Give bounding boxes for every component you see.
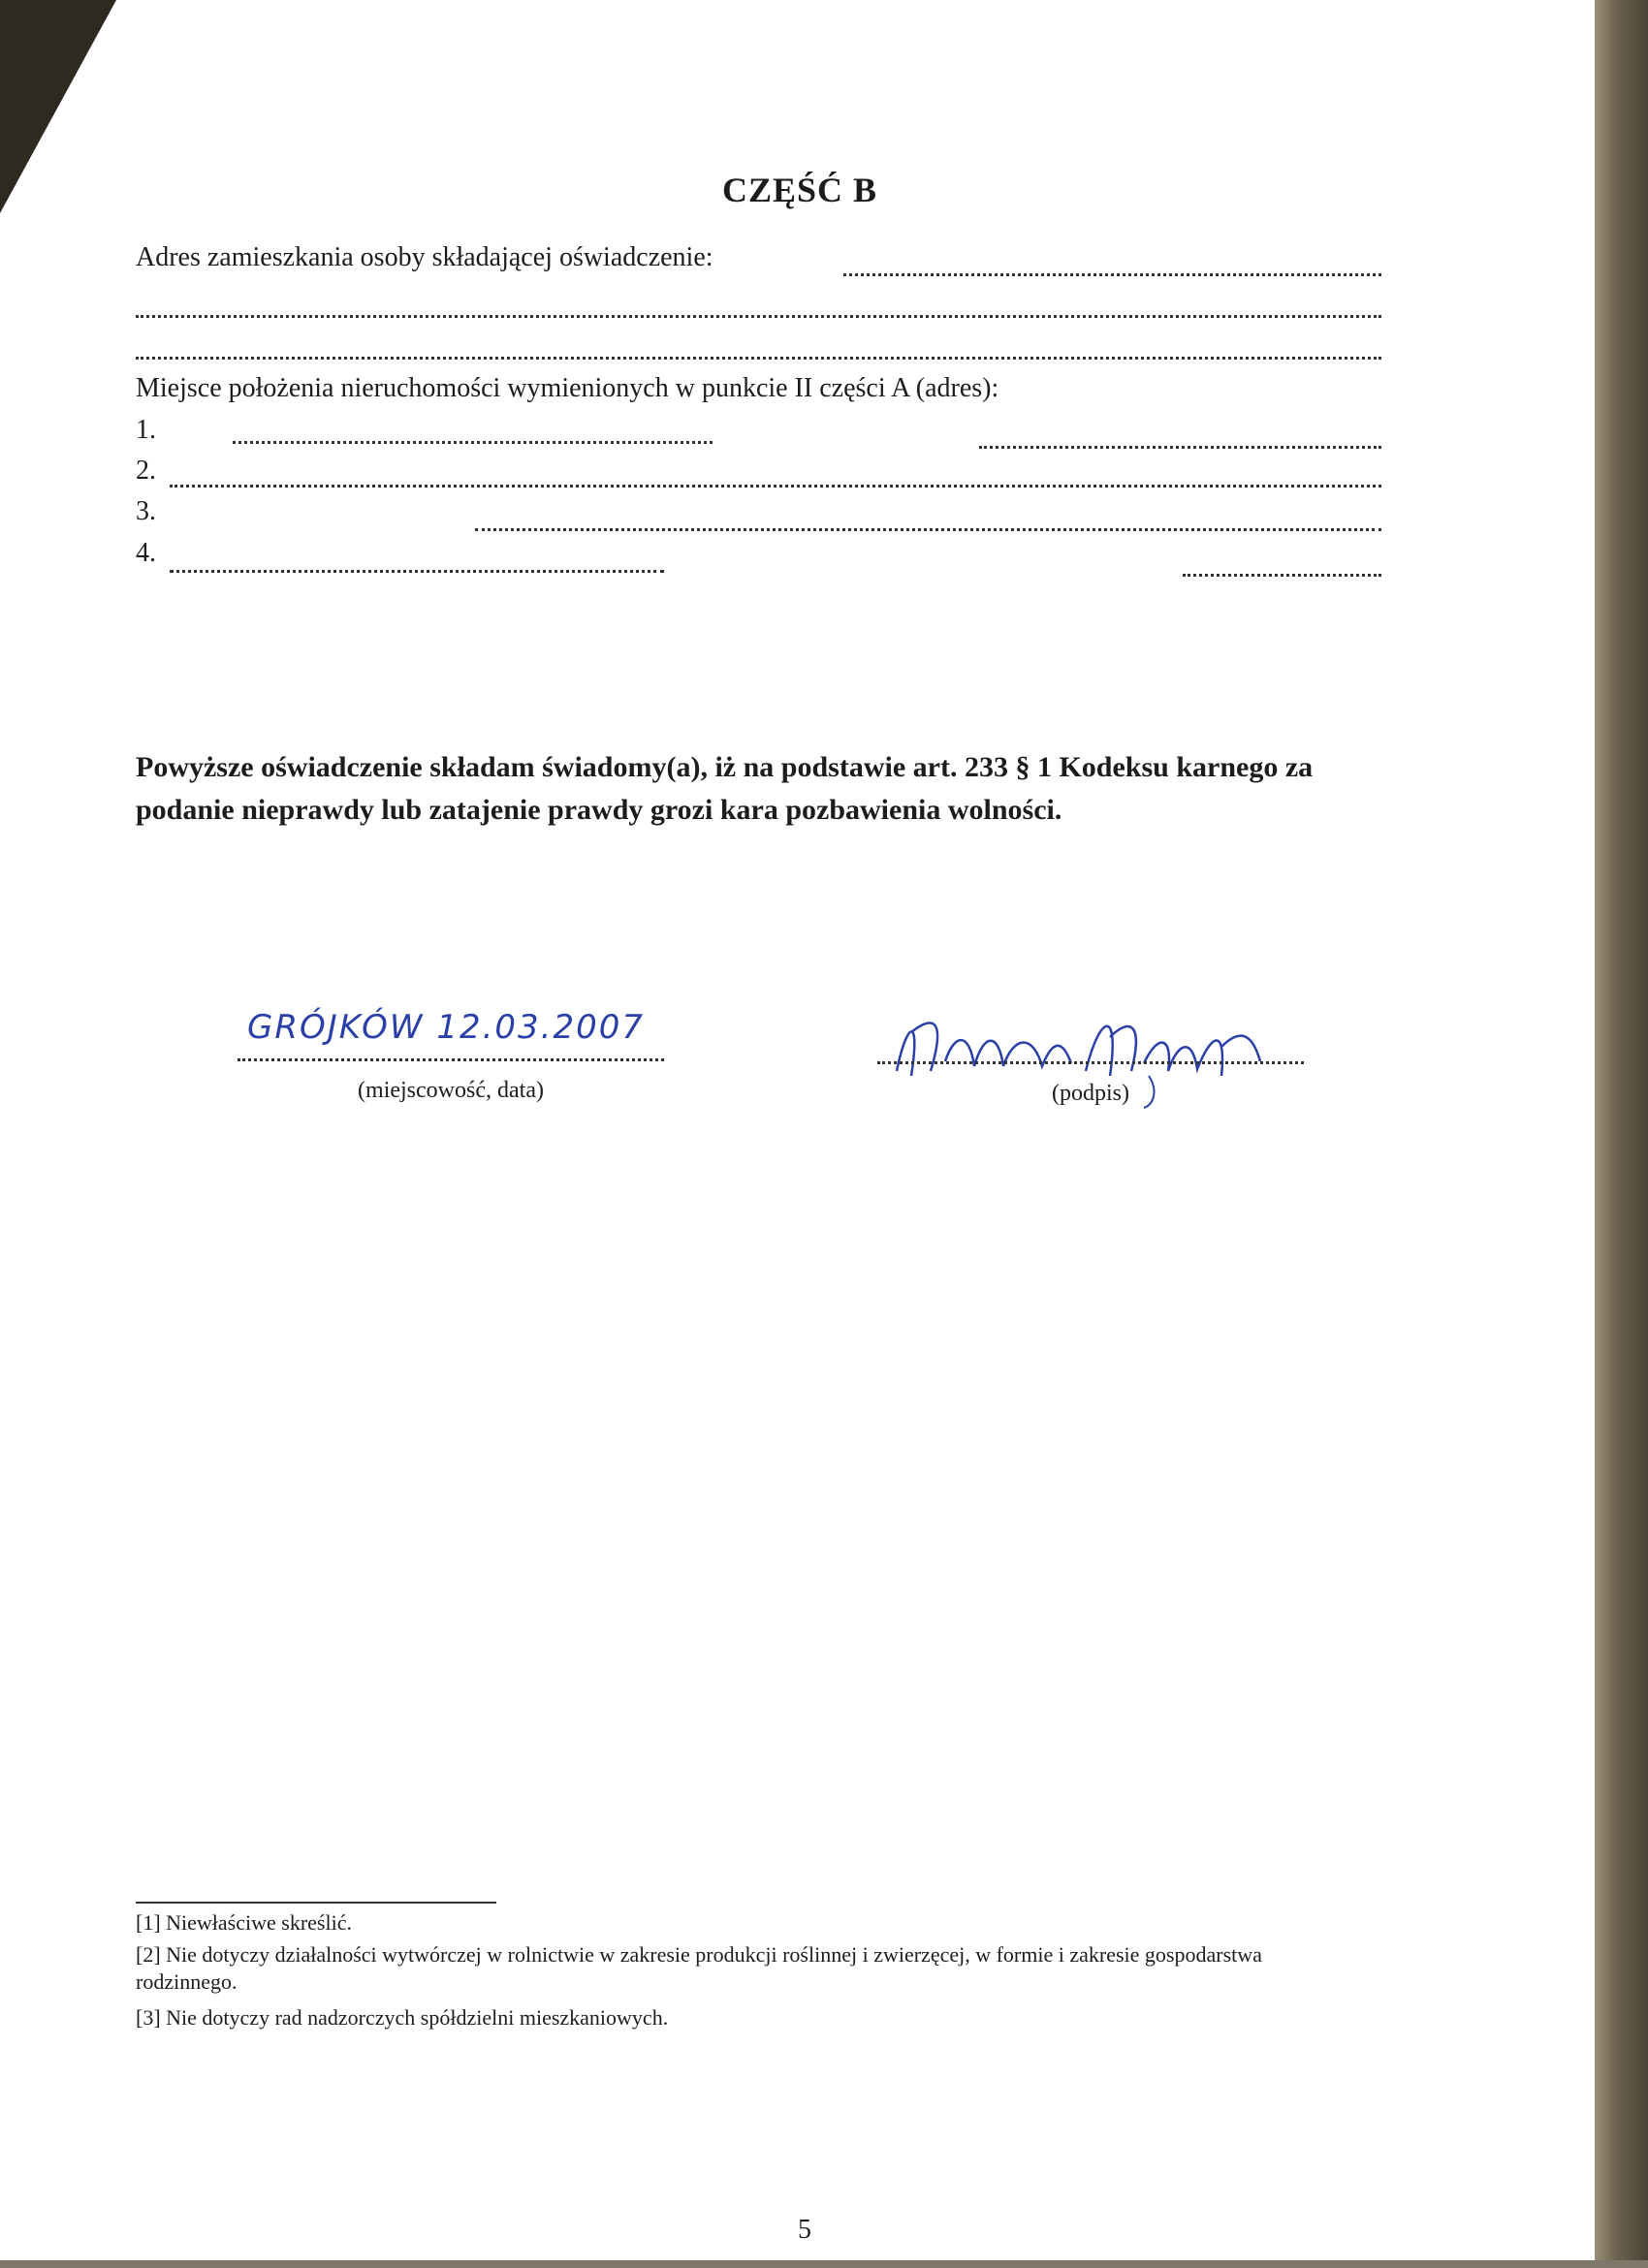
scan-edge bbox=[1595, 0, 1648, 2268]
footnote-1-text: Niewłaściwe skreślić. bbox=[166, 1910, 352, 1935]
address-field-1[interactable] bbox=[843, 273, 1381, 276]
address-field-2[interactable] bbox=[136, 315, 1381, 318]
property-field-2[interactable] bbox=[170, 485, 1381, 488]
property-field-4b[interactable] bbox=[1183, 574, 1381, 577]
signature-caption: (podpis) bbox=[1052, 1081, 1129, 1106]
footnote-2 bbox=[136, 1941, 1347, 1996]
property-item-1-label: 1. bbox=[136, 415, 156, 445]
legal-statement: Powyższe oświadczenie składam świadomy(a), iż na podstawie art. 233 § 1 Kodeksu karnego za podanie nieprawdy lub zatajenie prawdy grozi kara pozbawienia wolności. bbox=[136, 751, 1314, 826]
place-date-field[interactable] bbox=[238, 1058, 664, 1061]
place-date-caption: (miejscowość, data) bbox=[358, 1078, 544, 1103]
property-item-3-label: 3. bbox=[136, 496, 156, 526]
footnote-rule bbox=[136, 1902, 496, 1904]
place-date-handwritten: GRÓJKÓW 12.03.2007 bbox=[247, 1008, 645, 1047]
address-field-3[interactable] bbox=[136, 357, 1381, 360]
property-item-2-label: 2. bbox=[136, 456, 156, 486]
footnote-1 bbox=[136, 1909, 1347, 1937]
footnote-3 bbox=[136, 2004, 1347, 2032]
footnote-3-text: Nie dotyczy rad nadzorczych spółdzielni mieszkaniowych. bbox=[166, 2005, 669, 2030]
property-field-4a[interactable] bbox=[170, 570, 664, 573]
footnote-1-marker: [1] bbox=[136, 1910, 161, 1935]
section-title: CZĘŚĆ B bbox=[721, 171, 878, 209]
address-label: Adres zamieszkania osoby składającej oświadczenie: bbox=[136, 242, 713, 272]
scan-bottom-edge bbox=[0, 2260, 1648, 2268]
footnote-2-text: Nie dotyczy działalności wytwórczej w rolnictwie w zakresie produkcji roślinnej i zwierzęcej, w formie i zakresie gospodarstwa rodzinnego. bbox=[136, 1942, 1262, 1994]
property-field-3[interactable] bbox=[475, 528, 1381, 531]
property-item-4-label: 4. bbox=[136, 538, 156, 568]
property-field-1a[interactable] bbox=[233, 441, 713, 444]
footnote-3-marker: [3] bbox=[136, 2005, 161, 2030]
property-field-1b[interactable] bbox=[979, 446, 1381, 449]
property-label: Miejsce położenia nieruchomości wymienionych w punkcie II części A (adres): bbox=[136, 373, 999, 403]
footnote-2-marker: [2] bbox=[136, 1942, 161, 1967]
page-number: 5 bbox=[798, 2215, 811, 2245]
signature-field[interactable] bbox=[877, 1061, 1304, 1064]
